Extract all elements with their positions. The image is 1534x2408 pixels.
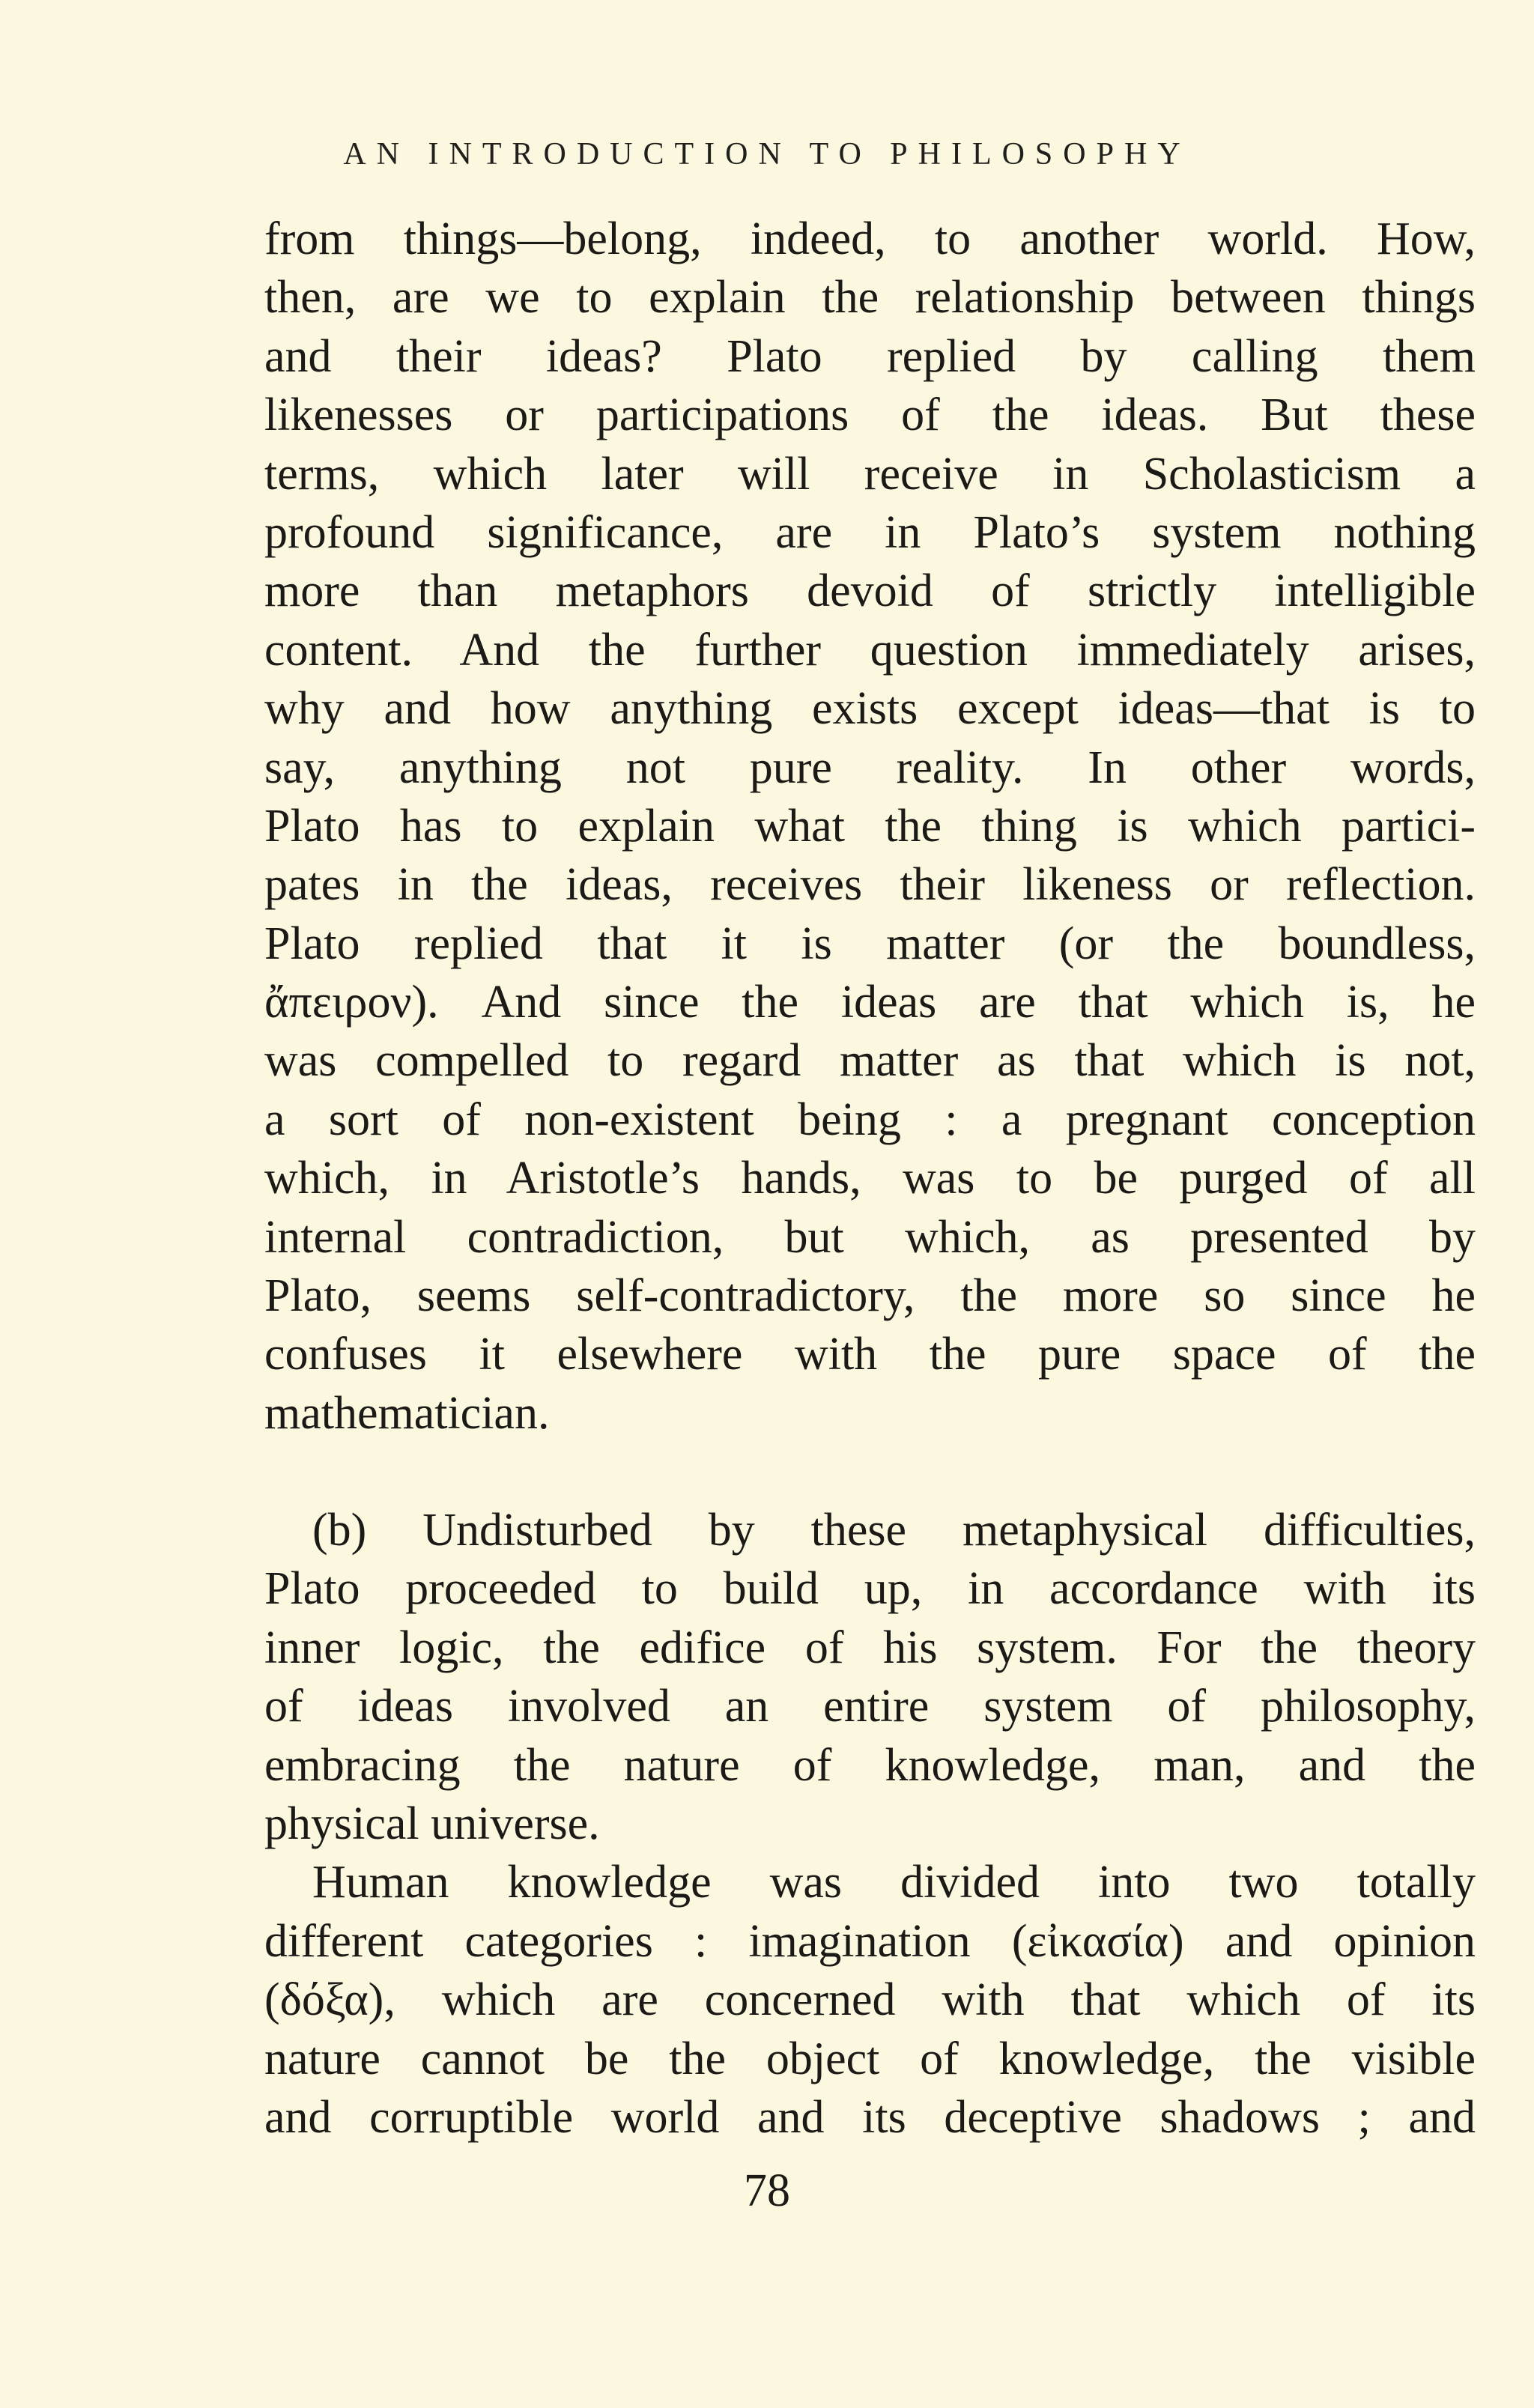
text-line: was compelled to regard matter as that which is not, <box>264 1035 1476 1087</box>
paragraph-1 <box>264 210 1476 1443</box>
text-line: and their ideas? Plato replied by calling them <box>264 330 1476 382</box>
text-line: confuses it elsewhere with the pure space of the <box>264 1329 1476 1380</box>
text-line: different categories : imagination (εἰκασία) and opinion <box>264 1915 1476 1967</box>
text-line: content. And the further question immediately arises, <box>264 624 1476 676</box>
text-line: likenesses or participations of the ideas. But these <box>264 389 1476 441</box>
paragraph-2 <box>264 1501 1476 2147</box>
text-line: then, are we to explain the relationship between things <box>264 272 1476 324</box>
text-line: more than metaphors devoid of strictly intelligible <box>264 565 1476 617</box>
text-line: say, anything not pure reality. In other words, <box>264 741 1476 793</box>
text-line: of ideas involved an entire system of philosophy, <box>264 1681 1476 1732</box>
text-line: Plato replied that it is matter (or the boundless, <box>264 918 1476 969</box>
text-line: Plato proceeded to build up, in accordance with its <box>264 1563 1476 1615</box>
running-head: AN INTRODUCTION TO PHILOSOPHY <box>343 137 1191 172</box>
text-line: ἄπειρον). And since the ideas are that which is, he <box>264 977 1476 1028</box>
text-line: (δόξα), which are concerned with that which of its <box>264 1974 1476 2026</box>
text-line: terms, which later will receive in Scholasticism a <box>264 448 1476 500</box>
text-line: internal contradiction, but which, as presented by <box>264 1211 1476 1263</box>
text-line: Human knowledge was divided into two totally <box>312 1857 1476 1908</box>
text-line: embracing the nature of knowledge, man, and the <box>264 1739 1476 1791</box>
text-line: Plato, seems self-contradictory, the more so since he <box>264 1270 1476 1322</box>
text-line: (b) Undisturbed by these metaphysical difficulties, <box>312 1505 1476 1556</box>
text-line: nature cannot be the object of knowledge, the visible <box>264 2033 1476 2084</box>
text-line: which, in Aristotle’s hands, was to be purged of all <box>264 1153 1476 1204</box>
text-line: and corruptible world and its deceptive shadows ; and <box>264 2091 1476 2143</box>
text-line: from things—belong, indeed, to another world. How, <box>264 213 1476 264</box>
text-line: profound significance, are in Plato’s system nothing <box>264 506 1476 558</box>
text-line: pates in the ideas, receives their likeness or reflection. <box>264 859 1476 911</box>
text-line: mathematician. <box>264 1387 550 1439</box>
text-line: Plato has to explain what the thing is which partici- <box>264 800 1476 852</box>
text-line: a sort of non-existent being : a pregnant conception <box>264 1094 1476 1145</box>
text-line: physical universe. <box>264 1798 600 1849</box>
page-number: 78 <box>744 2165 790 2216</box>
text-line: inner logic, the edifice of his system. For the theory <box>264 1622 1476 1673</box>
text-line: why and how anything exists except ideas—that is to <box>264 683 1476 735</box>
